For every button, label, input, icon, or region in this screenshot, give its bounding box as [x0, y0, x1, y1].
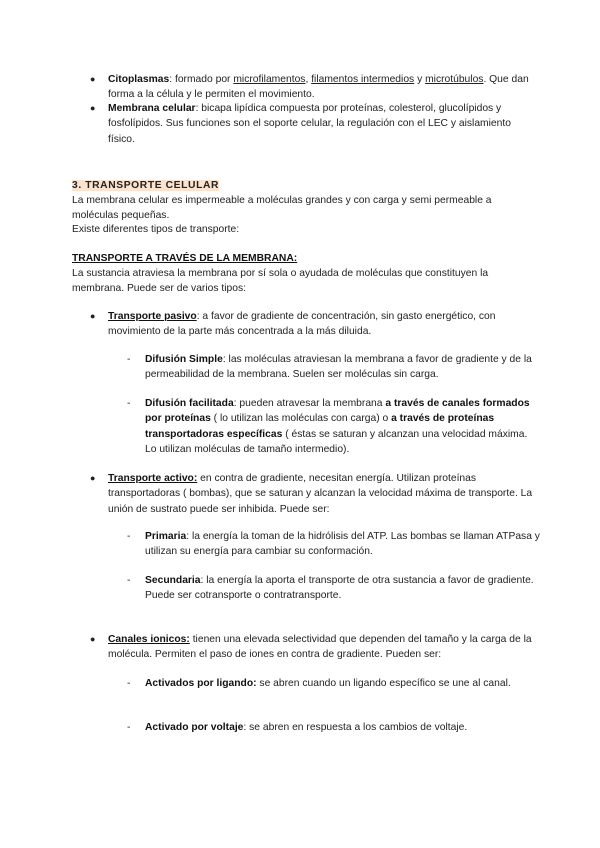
term-membrana-celular: Membrana celular — [108, 103, 196, 114]
list-item-transporte-activo — [90, 471, 538, 517]
text: : formado por — [169, 74, 234, 85]
text: : se abren en respuesta a los cambios de voltaje. — [243, 722, 468, 733]
dash-icon: - — [127, 678, 131, 689]
sub-item-primaria — [127, 529, 540, 560]
sub-item-activados-ligando — [127, 676, 540, 691]
dash-icon: - — [127, 531, 131, 542]
section-paragraph-1: La membrana celular es impermeable a moléculas grandes y con carga y semi permeable a moléculas pequeñas. — [72, 195, 492, 222]
text: : la energía la aporta el transporte de otra sustancia a favor de gradiente. Puede ser cotransporte o contratransporte. — [145, 575, 534, 602]
subsection-intro: La sustancia atraviesa la membrana por sí sola o ayudada de moléculas que constituyen la membrana. Puede ser de varios tipos: — [72, 268, 489, 295]
text: ( éstas se saturan y alcanzan una velocidad máxima. Lo utilizan moléculas de tamaño intermedio). — [145, 428, 528, 456]
text: : bicapa lipídica compuesta por proteínas, colesterol, glucolípidos y fosfolípidos. Sus funciones son el soporte celular, la regulación con el LEC y aislamiento físico. — [108, 103, 511, 145]
text: ( lo utilizan las moléculas con carga) o — [210, 413, 392, 425]
text: . Que dan forma a la célula y le permiten el movimiento. — [108, 74, 529, 101]
text: : las moléculas atraviesan la membrana a favor de gradiente y de la permeabilidad de la membrana. Suelen ser moléculas sin carga. — [145, 354, 532, 381]
sub-item-activado-voltaje — [127, 720, 540, 735]
list-item-citoplasmas — [90, 72, 538, 103]
term-secundaria: Secundaria — [145, 575, 201, 586]
bold-canales: a través de canales formados por proteínas — [145, 398, 530, 425]
text: se abren cuando un ligando específico se une al canal. — [256, 678, 511, 689]
link-microfilamentos[interactable]: microfilamentos — [233, 74, 306, 85]
text: : a favor de gradiente de concentración, sin gasto energético, con movimiento de la parte más concentrada a la más diluida. — [108, 311, 496, 338]
list-item-canales-ionicos — [90, 632, 538, 663]
text: , — [305, 74, 312, 85]
bullet-icon: ● — [90, 74, 96, 84]
dash-icon: - — [127, 398, 131, 409]
dash-icon: - — [127, 354, 131, 365]
subsection-heading-text: TRANSPORTE A TRAVÉS DE LA MEMBRANA: — [72, 253, 298, 264]
text: en contra de gradiente, necesitan energía. Utilizan proteínas transportadoras ( bombas), que se saturan y alcanzan la velocidad máxima de transporte. La unión de sustrato puede ser inhibida. Puede ser: — [108, 473, 533, 515]
section-title-text: 3. TRANSPORTE CELULAR — [72, 180, 220, 191]
term-primaria: Primaria — [145, 531, 187, 542]
term-transporte-pasivo: Transporte pasivo — [108, 311, 197, 322]
text: : pueden atravesar la membrana — [233, 398, 386, 409]
term-activado-voltaje: Activado por voltaje — [145, 722, 244, 733]
sub-item-difusion-simple — [127, 352, 540, 383]
bullet-icon: ● — [90, 311, 96, 321]
link-filamentos-intermedios[interactable]: filamentos intermedios — [311, 74, 415, 85]
bold-proteinas: a través de proteínas transportadoras específicas — [145, 413, 495, 440]
section-title — [72, 178, 538, 193]
dash-icon: - — [127, 575, 131, 586]
term-canales-ionicos: Canales ionicos: — [108, 634, 190, 645]
link-microtubulos[interactable]: microtúbulos — [425, 74, 484, 85]
sub-item-difusion-facilitada — [127, 396, 540, 458]
section-paragraph-2: Existe diferentes tipos de transporte: — [72, 224, 240, 235]
term-activados-ligando: Activados por ligando: — [145, 678, 257, 689]
term-difusion-simple: Difusión Simple — [145, 354, 223, 365]
sub-item-secundaria — [127, 573, 540, 604]
subsection-heading — [72, 251, 538, 266]
term-transporte-activo: Transporte activo: — [108, 473, 198, 484]
text: tienen una elevada selectividad que dependen del tamaño y la carga de la molécula. Permiten el paso de iones en contra de gradiente. Pueden ser: — [108, 634, 532, 661]
list-item-transporte-pasivo — [90, 309, 538, 340]
dash-icon: - — [127, 722, 131, 733]
term-difusion-facilitada: Difusión facilitada — [145, 398, 234, 409]
text: y — [414, 74, 426, 85]
bullet-icon: ● — [90, 634, 96, 644]
list-item-membrana — [90, 101, 538, 147]
text: : la energía la toman de la hidrólisis del ATP. Las bombas se llaman ATPasa y utilizan su energía para cambiar su conformación. — [145, 531, 540, 558]
bullet-icon: ● — [90, 473, 96, 483]
bullet-icon: ● — [90, 103, 96, 113]
term-citoplasmas: Citoplasmas — [108, 74, 170, 85]
